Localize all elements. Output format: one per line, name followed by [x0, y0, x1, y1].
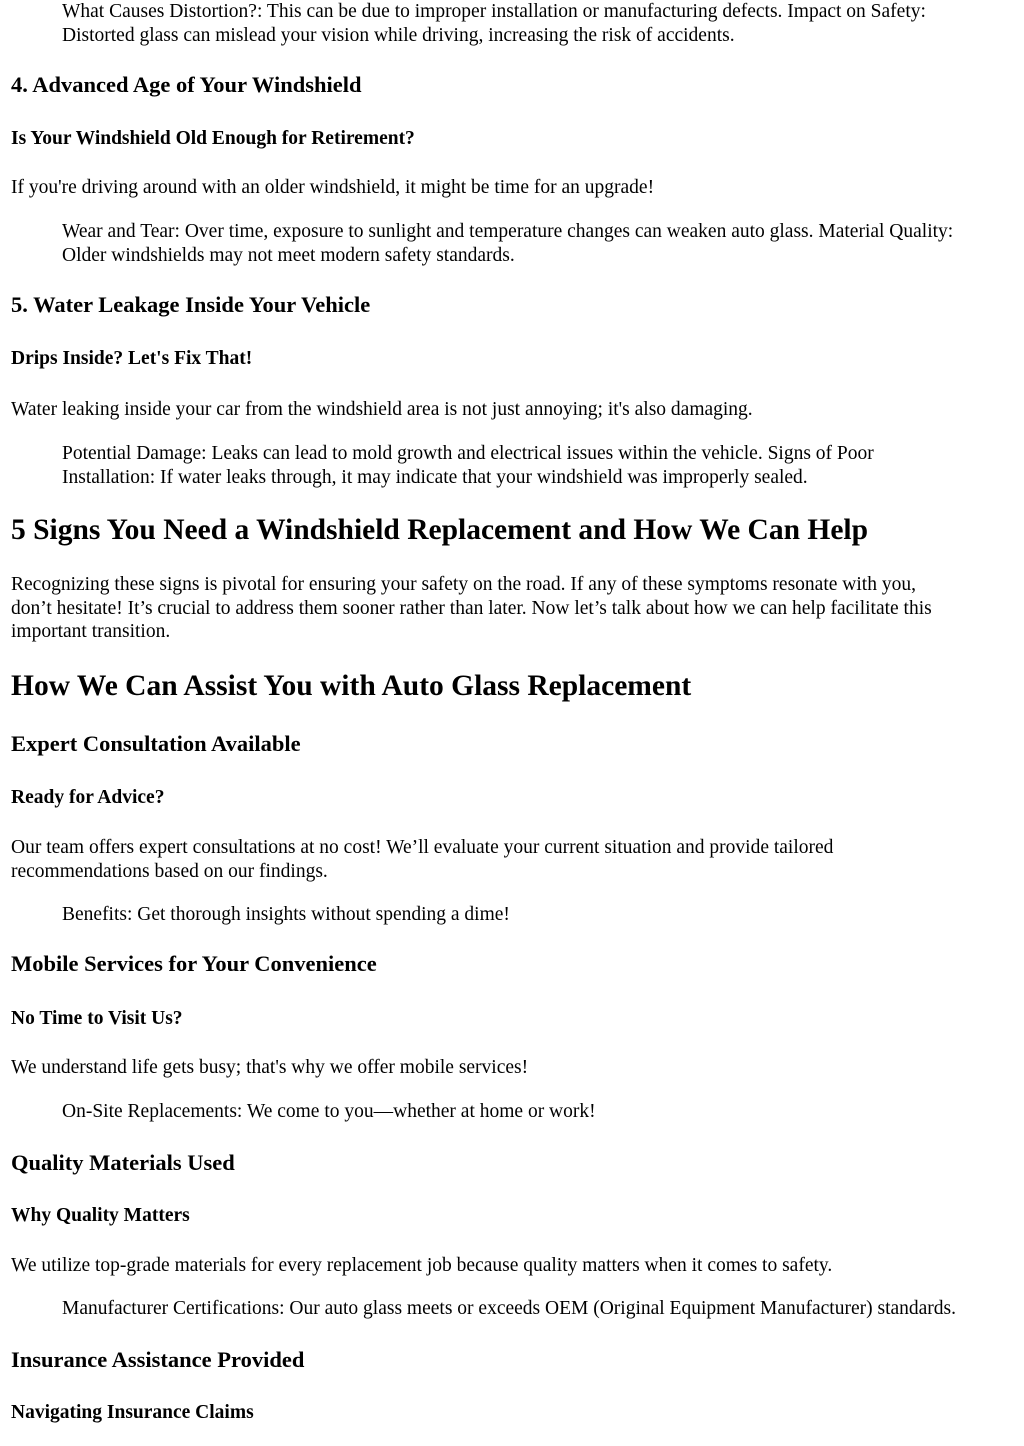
signs-paragraph-line-3: important transition.: [11, 621, 171, 642]
mobile-note: On-Site Replacements: We come to you—whether at home or work!: [62, 1101, 596, 1122]
leak-note-line-1: Potential Damage: Leaks can lead to mold growth and electrical issues within the vehicle. Signs of Poor: [62, 443, 874, 464]
mobile-intro: We understand life gets busy; that's why we offer mobile services!: [11, 1057, 529, 1078]
distortion-note-line-1: What Causes Distortion?: This can be due to improper installation or manufacturing defects. Impact on Safety:: [62, 1, 926, 22]
age-subheading: Is Your Windshield Old Enough for Retirement?: [11, 128, 415, 149]
insurance-heading: Insurance Assistance Provided: [11, 1347, 305, 1372]
leak-intro: Water leaking inside your car from the windshield area is not just annoying; it's also damaging.: [11, 399, 753, 420]
consult-note: Benefits: Get thorough insights without spending a dime!: [62, 904, 510, 925]
age-heading: 4. Advanced Age of Your Windshield: [11, 72, 362, 97]
signs-paragraph-line-1: Recognizing these signs is pivotal for ensuring your safety on the road. If any of these symptoms resonate with you,: [11, 574, 916, 595]
age-note-line-2: Older windshields may not meet modern safety standards.: [62, 244, 515, 266]
leak-heading: 5. Water Leakage Inside Your Vehicle: [11, 292, 371, 317]
consult-heading: Expert Consultation Available: [11, 731, 301, 756]
mobile-subheading: No Time to Visit Us?: [11, 1008, 183, 1029]
age-intro: If you're driving around with an older windshield, it might be time for an upgrade!: [11, 177, 655, 198]
quality-intro: We utilize top-grade materials for every replacement job because quality matters when it comes to safety.: [11, 1255, 833, 1276]
quality-heading: Quality Materials Used: [11, 1150, 235, 1175]
age-note: [62, 220, 953, 267]
signs-paragraph: [11, 573, 932, 644]
consult-intro-line-2: recommendations based on our findings.: [11, 860, 328, 882]
consult-subheading: Ready for Advice?: [11, 787, 165, 808]
quality-note: Manufacturer Certifications: Our auto glass meets or exceeds OEM (Original Equipment Manufacturer) standards.: [62, 1298, 957, 1319]
consult-intro: [11, 836, 833, 883]
leak-subheading: Drips Inside? Let's Fix That!: [11, 348, 253, 369]
leak-note-line-2: Installation: If water leaks through, it may indicate that your windshield was improperly sealed.: [62, 466, 808, 488]
consult-intro-line-1: Our team offers expert consultations at no cost! We’ll evaluate your current situation and provide tailored: [11, 837, 834, 858]
distortion-note-line-2: Distorted glass can mislead your vision while driving, increasing the risk of accidents.: [62, 24, 735, 46]
age-note-line-1: Wear and Tear: Over time, exposure to sunlight and temperature changes can weaken auto glass. Material Quality:: [62, 221, 954, 242]
leak-note: [62, 442, 874, 489]
assist-heading: How We Can Assist You with Auto Glass Replacement: [11, 670, 692, 702]
signs-heading: 5 Signs You Need a Windshield Replacement and How We Can Help: [11, 514, 869, 546]
insurance-subheading: Navigating Insurance Claims: [11, 1402, 254, 1423]
distortion-note: [62, 0, 926, 47]
signs-paragraph-line-2: don’t hesitate! It’s crucial to address them sooner rather than later. Now let’s talk about how we can help facilitate this: [11, 597, 932, 619]
quality-subheading: Why Quality Matters: [11, 1205, 190, 1226]
mobile-heading: Mobile Services for Your Convenience: [11, 951, 377, 976]
